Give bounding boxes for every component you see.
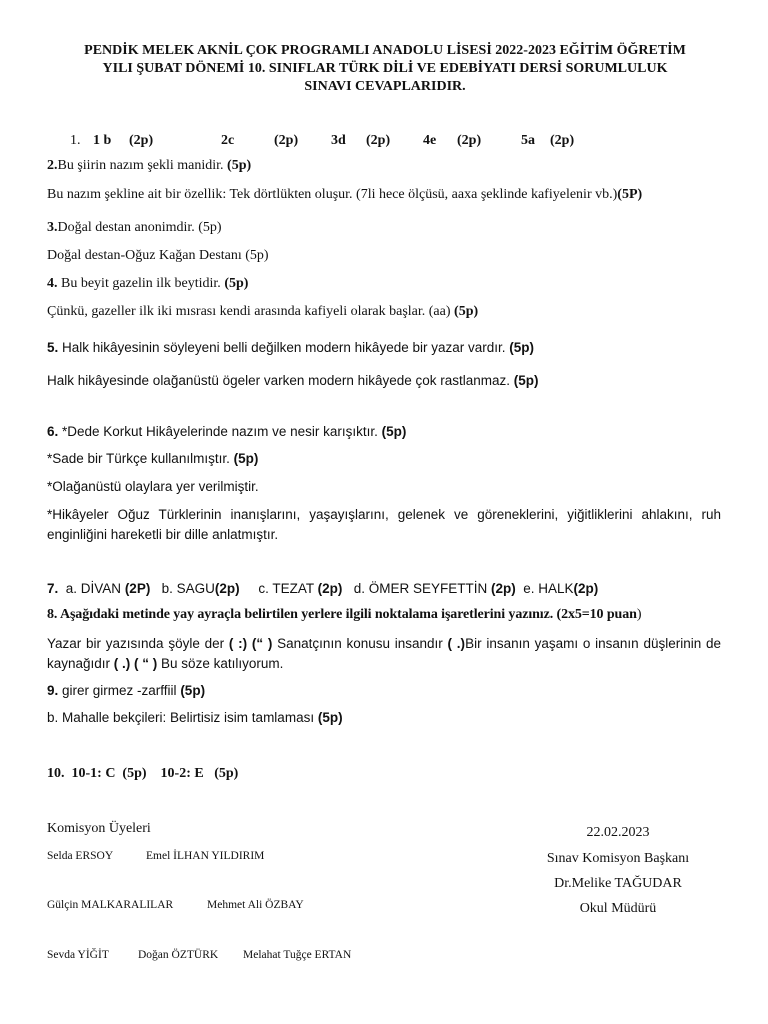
answer-7-d-points: (2p) <box>490 581 516 596</box>
answer-2-line-1 <box>47 157 251 174</box>
commission-heading: Komisyon Üyeleri <box>47 821 151 836</box>
answer-1-a-points: (2p) <box>129 133 154 148</box>
answer-6-number: 6. <box>47 424 59 439</box>
answer-4-line-2 <box>47 303 478 320</box>
answer-7-c-points: (2p) <box>317 581 343 596</box>
answer-4-line-1 <box>47 275 248 292</box>
answer-5-points: (5p) <box>509 340 535 355</box>
commission-member-5: Sevda YİĞİT <box>47 949 109 961</box>
answer-2-detail: Bu nazım şekline ait bir özellik: Tek dörtlükten oluşur. (7li hece ölçüsü, aaxa şeklinde kafiyelenir vb.) <box>47 187 618 202</box>
answer-8-mark-1: ( :) (“ ) <box>228 636 273 651</box>
answer-4-detail-points: (5p) <box>454 304 479 319</box>
title-line-1: PENDİK MELEK AKNİL ÇOK PROGRAMLI ANADOLU LİSESİ 2022-2023 EĞİTİM ÖĞRETİM <box>84 43 686 58</box>
answer-6-item-2-points: (5p) <box>233 451 259 466</box>
answer-2-text: Bu şiirin nazım şekli manidir. <box>57 158 224 173</box>
answer-8-number: 8. <box>47 607 58 622</box>
answer-8-mark-3: ( .) ( “ ) <box>113 656 158 671</box>
answer-9-detail: b. Mahalle bekçileri: Belirtisiz isim tamlaması <box>47 710 315 725</box>
answer-7-b: b. SAGU <box>161 581 215 596</box>
commission-member-1: Selda ERSOY <box>47 850 114 862</box>
answer-7-e: e. HALK <box>523 581 574 596</box>
answer-1-e: 5a <box>521 133 535 148</box>
answer-3-line-1 <box>47 219 222 236</box>
answer-4-points: (5p) <box>224 276 249 291</box>
answer-7-c: c. TEZAT <box>258 581 314 596</box>
answer-9-line-1 <box>47 682 205 699</box>
answer-7-number: 7. <box>47 581 59 596</box>
answer-8-part-d: Bu söze katılıyorum. <box>157 656 284 671</box>
answer-3-text: Doğal destan anonimdir. (5p) <box>57 220 222 235</box>
signature-role: Sınav Komisyon Başkanı <box>546 851 690 866</box>
answer-7-a: a. DİVAN <box>65 581 122 596</box>
answer-3-line-2: Doğal destan-Oğuz Kağan Destanı (5p) <box>47 248 269 263</box>
answer-1-d: 4e <box>423 133 437 148</box>
answer-1 <box>47 132 607 150</box>
answer-1-a: 1 b <box>93 133 112 148</box>
answer-6-item-2: *Sade bir Türkçe kullanılmıştır. <box>47 451 230 466</box>
commission-member-6: Doğan ÖZTÜRK <box>138 949 219 961</box>
answer-2-points: (5p) <box>227 158 252 173</box>
answer-9-number: 9. <box>47 683 59 698</box>
answer-4-detail: Çünkü, gazeller ilk iki mısrası kendi arasında kafiyeli olarak başlar. (aa) <box>47 304 451 319</box>
document-title <box>40 42 730 96</box>
answer-3-number: 3. <box>47 220 58 235</box>
answer-7 <box>47 580 598 597</box>
answer-6-line-4: *Hikâyeler Oğuz Türklerinin inanışlarını, yaşayışlarını, gelenek ve göreneklerini, yiğitliklerini ahlakını, ruh enginliğini hareketli bir dille anlatmıştır. <box>47 507 721 542</box>
answer-10: 10. 10-1: C (5p) 10-2: E (5p) <box>47 766 239 781</box>
answer-2-line-2 <box>47 186 642 203</box>
answer-2-number: 2. <box>47 158 58 173</box>
answer-7-a-points: (2P) <box>124 581 151 596</box>
answer-1-b: 2c <box>221 133 235 148</box>
answer-5-detail: Halk hikâyesinde olağanüstü ögeler varken modern hikâyede çok rastlanmaz. <box>47 373 511 388</box>
answer-7-e-points: (2p) <box>573 581 599 596</box>
answer-1-d-points: (2p) <box>457 133 482 148</box>
answer-4-text: Bu beyit gazelin ilk beytidir. <box>57 276 221 291</box>
answer-7-d: d. ÖMER SEYFETTİN <box>353 581 488 596</box>
title-line-3: SINAVI CEVAPLARIDIR. <box>304 79 466 94</box>
answer-6-line-1 <box>47 423 406 440</box>
answer-9-line-2 <box>47 709 343 726</box>
question-8-paren: ) <box>636 607 642 622</box>
answer-1-c: 3d <box>331 133 346 148</box>
answer-9-points: (5p) <box>180 683 206 698</box>
answer-1-c-points: (2p) <box>366 133 391 148</box>
answer-5-text: Halk hikâyesinin söyleyeni belli değilken modern hikâyede bir yazar vardır. <box>58 340 506 355</box>
answer-8-part-c: Bir insanın yaşamı o insanın düşlerinin de kaynağıdır <box>47 636 722 671</box>
question-8-prompt <box>47 606 641 623</box>
answer-1-b-points: (2p) <box>274 133 299 148</box>
answer-6-text: *Dede Korkut Hikâyelerinde nazım ve nesir karışıktır. <box>58 424 378 439</box>
answer-8-text <box>47 634 721 674</box>
answer-4-number: 4. <box>47 276 58 291</box>
answer-5-line-2 <box>47 372 539 389</box>
commission-member-3: Gülçin MALKARALILAR <box>47 899 174 911</box>
title-line-2: YILI ŞUBAT DÖNEMİ 10. SINIFLAR TÜRK DİLİ VE EDEBİYATI DERSİ SORUMLULUK <box>102 61 668 76</box>
commission-member-4: Mehmet Ali ÖZBAY <box>207 899 304 911</box>
answer-5-number: 5. <box>47 340 59 355</box>
answer-9-text: girer girmez -zarffiil <box>58 683 177 698</box>
signature-date: 22.02.2023 <box>586 825 650 840</box>
answer-8-part-a: Yazar bir yazısında şöyle der <box>47 636 229 651</box>
answer-6-points: (5p) <box>381 424 407 439</box>
answer-9-detail-points: (5p) <box>317 710 343 725</box>
signature-name: Dr.Melike TAĞUDAR <box>554 876 682 891</box>
signature-title: Okul Müdürü <box>579 901 657 916</box>
question-8-text: Aşağıdaki metinde yay ayraçla belirtilen yerlere ilgili noktalama işaretlerini yazınız. (2x5=10 puan <box>57 607 637 622</box>
answer-5-line-1 <box>47 339 534 356</box>
answer-6-line-2 <box>47 450 258 467</box>
answer-8-part-b: Sanatçının konusu insandır <box>272 636 448 651</box>
answer-1-e-points: (2p) <box>550 133 575 148</box>
answer-2-detail-points: (5P) <box>617 187 643 202</box>
answer-6-line-3: *Olağanüstü olaylara yer verilmiştir. <box>47 479 259 494</box>
answer-8-mark-2: ( .) <box>447 636 466 651</box>
answer-1-number: 1. <box>70 133 81 148</box>
commission-member-2: Emel İLHAN YILDIRIM <box>146 850 265 862</box>
commission-member-7: Melahat Tuğçe ERTAN <box>243 949 352 961</box>
answer-7-b-points: (2p) <box>214 581 240 596</box>
answer-5-detail-points: (5p) <box>513 373 539 388</box>
